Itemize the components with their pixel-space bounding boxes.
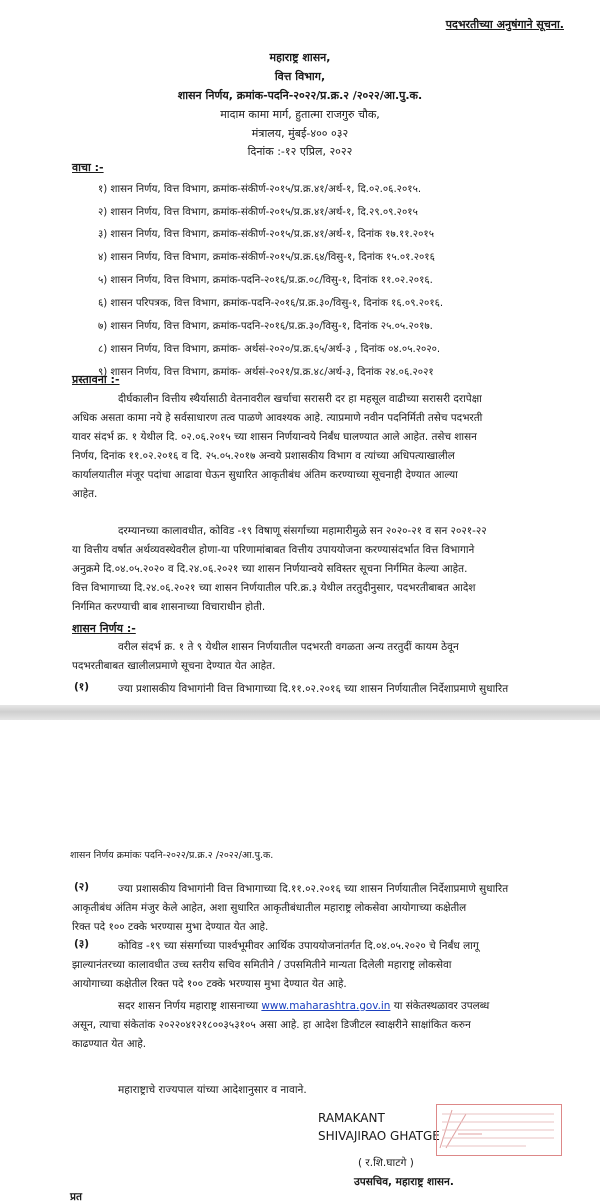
item-number: (३) bbox=[74, 938, 90, 950]
decision-intro bbox=[72, 638, 459, 676]
governor-order: महाराष्ट्राचे राज्यपाल यांच्या आदेशानुसार व नावाने. bbox=[118, 1084, 307, 1096]
document-page-2 bbox=[0, 720, 600, 1203]
decision-item-3 bbox=[72, 937, 479, 994]
closing-paragraph bbox=[72, 997, 489, 1054]
title-decision-number: शासन निर्णय, क्रमांक-पदनि-२०२२/प्र.क्र.२ /२०२२/आ.पु.क. bbox=[177, 89, 423, 102]
text-line: वित्त विभागाच्या दि.२४.०६.२०२१ च्या शासन निर्णयातील परि.क्र.३ येथील तरतुदीनुसार, पदभरतीबाबत आदेश bbox=[72, 582, 476, 594]
signer-name-line: SHIVAJIRAO GHATGE bbox=[318, 1129, 440, 1143]
text-line: दीर्घकालीन वित्तीय स्थैर्यासाठी वेतनावरील खर्चाचा सरासरी दर हा महसूल वाढीच्या सरासरी दरापेक्षा bbox=[118, 393, 482, 405]
text-line: आकृतीबंध अंतिम मंजुर केले आहेत, अशा सुधारित आकृतीबंधातील महाराष्ट्र लोकसेवा आयोगाच्या कक्षेतील bbox=[72, 902, 467, 914]
decision-item-1 bbox=[72, 680, 508, 699]
signature-mark-icon bbox=[436, 1104, 560, 1154]
text-line: निर्णय, दिनांक ११.०२.२०१६ व दि. २५.०५.२०१७ अन्वये प्रशासकीय विभाग व त्यांच्या अधिपत्याखालील bbox=[72, 450, 455, 462]
text-line: असून, त्याचा संकेतांक २०२२०४१२१८००३५३१०५ असा आहे. हा आदेश डिजीटल स्वाक्षरीने साक्षांकित करुन bbox=[72, 1019, 471, 1031]
preamble-paragraph-1 bbox=[72, 390, 482, 504]
title-government: महाराष्ट्र शासन, bbox=[269, 51, 331, 64]
reference-item: २) शासन निर्णय, वित्त विभाग, क्रमांक-संकीर्ण-२०१५/प्र.क्र.४१/अर्थ-१, दि.२९.०९.२०१५ bbox=[98, 207, 418, 218]
item-number: (१) bbox=[74, 681, 90, 693]
text-line: रिक्त पदे १०० टक्के भरण्यास मुभा देण्यात येत आहे. bbox=[72, 921, 269, 933]
text-line: दरम्यानच्या कालावधीत, कोविड -१९ विषाणू संसर्गाच्या महामारीमुळे सन २०२०-२१ व सन २०२१-२२ bbox=[118, 525, 487, 537]
header-note: पदभरतीच्या अनुषंगाने सूचना. bbox=[445, 18, 564, 31]
text-line: आयोगाच्या कक्षेतील रिक्त पदे १०० टक्के भरण्यास मुभा देण्यात येत आहे. bbox=[72, 978, 347, 990]
reference-item: ७) शासन निर्णय, वित्त विभाग, क्रमांक-पदनि-२०१६/प्र.क्र.३०/विसु-१, दिनांक २५.०५.२०१७. bbox=[98, 321, 433, 332]
closing-text: सदर शासन निर्णय महाराष्ट्र शासनाच्या bbox=[118, 1000, 259, 1012]
text-line: ज्या प्रशासकीय विभागांनी वित्त विभागाच्या दि.११.०२.२०१६ च्या शासन निर्णयातील निर्देशाप्रमाणे सुधारित bbox=[118, 883, 509, 895]
signer-name-line: RAMAKANT bbox=[318, 1111, 385, 1125]
signer-name-english bbox=[318, 1109, 440, 1145]
text-line: अधिक असता कामा नये हे सर्वसाधारण तत्व पाळणे आवश्यक आहे. त्याप्रमाणे नवीन पदनिर्मिती तसेच पदभरती bbox=[72, 412, 483, 424]
title-department: वित्त विभाग, bbox=[274, 70, 326, 83]
text-line bbox=[72, 997, 489, 1016]
title-date: दिनांक :-१२ एप्रिल, २०२२ bbox=[247, 145, 353, 158]
text-line: यावर संदर्भ क्र. १ येथील दि. ०२.०६.२०१५ च्या शासन निर्णयान्वये निर्बंध घालण्यात आले आहेत. तसेच शासन bbox=[72, 431, 477, 443]
title-city: मंत्रालय, मुंबई-४०० ०३२ bbox=[251, 127, 349, 140]
signer-designation: उपसचिव, महाराष्ट्र शासन. bbox=[354, 1176, 454, 1188]
text-line: झाल्यानंतरच्या कालावधीत उच्च स्तरीय सचिव समितीने / उपसमितीने मान्यता दिलेली महाराष्ट्र लोकसेवा bbox=[72, 959, 452, 971]
text-line: या वित्तीय वर्षात अर्थव्यवस्थेवरील होणा-या परिणामांबाबत वित्तीय उपाययोजना करण्यासंदर्भात वित्त विभागाने bbox=[72, 544, 475, 556]
reference-item: १) शासन निर्णय, वित्त विभाग, क्रमांक-संकीर्ण-२०१५/प्र.क्र.४१/अर्थ-१, दि.०२.०६.२०१५. bbox=[98, 184, 422, 195]
title-address: मादाम कामा मार्ग, हुतात्मा राजगुरु चौक, bbox=[220, 108, 380, 121]
decision-heading: शासन निर्णय :- bbox=[72, 622, 136, 635]
text-line: आहेत. bbox=[72, 488, 98, 500]
text-line: कोविड -१९ च्या संसर्गाच्या पार्श्वभूमीवर आर्थिक उपाययोजनांतर्गत दि.०४.०५.२०२० चे निर्बंध लागू bbox=[118, 940, 479, 952]
copy-label: प्रत bbox=[70, 1191, 82, 1203]
website-link[interactable]: www.maharashtra.gov.in bbox=[261, 1000, 391, 1012]
signer-name-marathi: ( र.शि.घाटगे ) bbox=[358, 1157, 414, 1169]
item-number: (२) bbox=[74, 881, 90, 893]
page2-header: शासन निर्णय क्रमांकः पदनि-२०२२/प्र.क्र.२ /२०२२/आ.पु.क. bbox=[70, 850, 274, 861]
decision-item-2 bbox=[72, 880, 508, 937]
text-line: अनुक्रमे दि.०४.०५.२०२० व दि.२४.०६.२०२१ च्या शासन निर्णयान्वये सविस्तर सूचना निर्गमित केल्या आहेत. bbox=[72, 563, 468, 575]
references-heading: वाचा :- bbox=[72, 161, 104, 174]
text-line: काढण्यात येत आहे. bbox=[72, 1038, 147, 1050]
reference-item: ९) शासन निर्णय, वित्त विभाग, क्रमांक- अर्थसं-२०२१/प्र.क्र.४८/अर्थ-३, दिनांक २४.०६.२०२१ bbox=[98, 367, 434, 378]
reference-item: ६) शासन परिपत्रक, वित्त विभाग, क्रमांक-पदनि-२०१६/प्र.क्र.३०/विसु-१, दिनांक १६.०९.२०१६. bbox=[98, 298, 444, 309]
preamble-paragraph-2 bbox=[72, 522, 487, 617]
reference-item: ३) शासन निर्णय, वित्त विभाग, क्रमांक-संकीर्ण-२०१५/प्र.क्र.४१/अर्थ-१, दिनांक १७.११.२०१५ bbox=[98, 229, 434, 240]
text-line: ज्या प्रशासकीय विभागांनी वित्त विभागाच्या दि.११.०२.२०१६ च्या शासन निर्णयातील निर्देशाप्रमाणे सुधारित bbox=[118, 683, 509, 695]
closing-text: या संकेतस्थळावर उपलब्ध bbox=[393, 1000, 490, 1012]
text-line: पदभरतीबाबत खालीलप्रमाणे सूचना देण्यात येत आहेत. bbox=[72, 660, 276, 672]
text-line: कार्यालयातील मंजूर पदांचा आढावा घेऊन सुधारित आकृतीबंध अंतिम करण्याच्या सूचनाही देण्यात आल्या bbox=[72, 469, 458, 481]
text-line: निर्गमित करण्याची बाब शासनाच्या विचाराधीन होती. bbox=[72, 601, 266, 613]
text-line: वरील संदर्भ क्र. १ ते ९ येथील शासन निर्णयातील पदभरती वगळता अन्य तरतुदीं कायम ठेवून bbox=[118, 641, 459, 653]
reference-item: ४) शासन निर्णय, वित्त विभाग, क्रमांक-संकीर्ण-२०१५/प्र.क्र.६४/विसु-१, दिनांक १५.०१.२०१६ bbox=[98, 252, 435, 263]
reference-item: ८) शासन निर्णय, वित्त विभाग, क्रमांक- अर्थसं-२०२०/प्र.क्र.६५/अर्थ-३ , दिनांक ०४.०५.२०२०. bbox=[98, 344, 441, 355]
page-separator bbox=[0, 705, 600, 720]
preamble-heading: प्रस्तावना :- bbox=[72, 373, 120, 386]
reference-item: ५) शासन निर्णय, वित्त विभाग, क्रमांक-पदनि-२०१६/प्र.क्र.०८/विसु-१, दिनांक ११.०२.२०१६. bbox=[98, 275, 433, 286]
